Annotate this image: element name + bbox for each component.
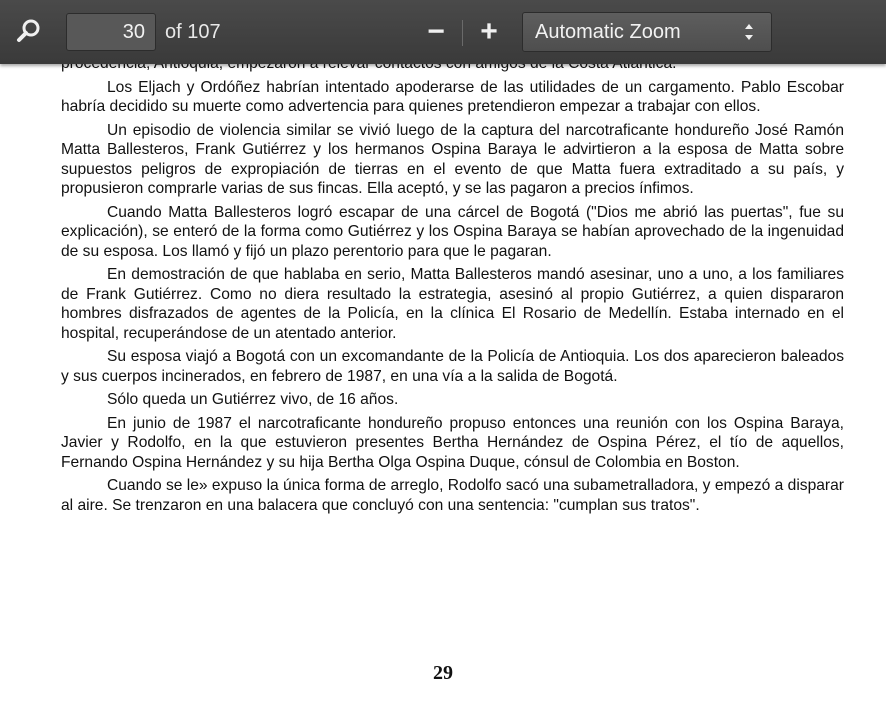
- zoom-select[interactable]: [522, 12, 772, 52]
- page-number: 29: [433, 662, 453, 684]
- zoom-in-button[interactable]: +: [480, 15, 498, 48]
- paragraph: Un episodio de violencia similar se vivió luego de la captura del narcotraficante hondureño José Ramón Matta Ballesteros, Frank Gutiérrez y los hermanos Ospina Baraya le advirtieron a la esposa de Matta sobre supuestos peligros de expropiación de tierras en el evento de que Matta fuera extraditado a su país, y propusieron comprarle varias de sus fincas. Ella aceptó, y se las pagaron a precios ínfimos.: [61, 121, 844, 197]
- zoom-out-button[interactable]: −: [427, 15, 445, 48]
- paragraph: En demostración de que hablaba en serio, Matta Ballesteros mandó asesinar, uno a uno, a los familiares de Frank Gutiérrez. Como no diera resultado la estrategia, asesinó al propio Gutiérrez, a quien dispararon hombres disfrazados de agentes de la Policía, en la clínica El Rosario de Medellín. Estaba internado en el hospital, recuperándose de un atentado anterior.: [61, 266, 844, 342]
- chevron-updown-icon: [743, 13, 755, 51]
- document-page-content: [61, 54, 844, 519]
- zoom-separator: [462, 20, 463, 46]
- pdf-toolbar: [0, 0, 886, 64]
- paragraph: Los Eljach y Ordóñez habrían intentado apoderarse de las utilidades de un cargamento. Pablo Escobar habría decidido su muerte como advertencia para quienes pretendieron empezar a trabajar con ellos.: [61, 78, 844, 115]
- paragraph: Cuando Matta Ballesteros logró escapar de una cárcel de Bogotá ("Dios me abrió las puertas", fue su explicación), se enteró de la forma como Gutiérrez y los Ospina Baraya se habían aprovechado de la ingenuidad de su esposa. Los llamó y fijó un plazo perentorio para que le pagaran.: [61, 203, 844, 260]
- zoom-select-value: Automatic Zoom: [535, 21, 681, 43]
- paragraph: En junio de 1987 el narcotraficante hondureño propuso entonces una reunión con los Ospina Baraya, Javier y Rodolfo, en la que estuvieron presentes Bertha Hernández de Ospina Pérez, el tío de aquellos, Fernando Ospina Hernández y su hija Bertha Olga Ospina Duque, cónsul de Colombia en Boston.: [61, 414, 844, 471]
- paragraph: Cuando se le» expuso la única forma de arreglo, Rodolfo sacó una subametralladora, y empezó a disparar al aire. Se trenzaron en una balacera que concluyó con una sentencia: "cumplan sus tratos".: [61, 477, 844, 514]
- paragraph: Sólo queda un Gutiérrez vivo, de 16 años.: [107, 391, 399, 408]
- paragraph: Su esposa viajó a Bogotá con un excomandante de la Policía de Antioquia. Los dos aparecieron baleados y sus cuerpos incinerados, en febrero de 1987, en una vía a la salida de Bogotá.: [61, 348, 844, 385]
- page-count-label: of 107: [165, 21, 221, 43]
- search-icon[interactable]: [16, 18, 42, 44]
- page-number-input[interactable]: 30: [66, 13, 156, 51]
